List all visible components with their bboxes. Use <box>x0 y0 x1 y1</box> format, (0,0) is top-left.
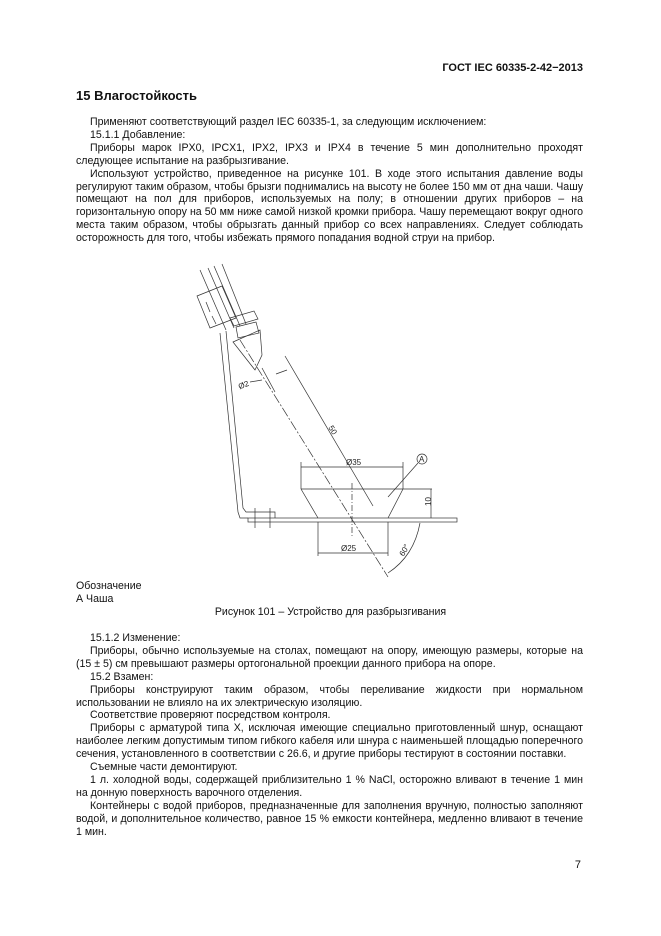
page-number: 7 <box>574 859 581 871</box>
dimensions <box>250 356 431 573</box>
paragraph: 1 л. холодной воды, содержащей приблизительно 1 % NaCl, осторожно вливают в течение 1 мин на донную поверхность варочного отделения. <box>76 773 583 799</box>
paragraph: Приборы с арматурой типа X, исключая имеющие специально приготовленный шнур, оснащают наиболее легким допустимым типом гибкого кабеля или шнура с наименьшей площадью поперечного сечения, установленного в соответствии с 26.6, и другие приборы тестируют в состоянии поставки. <box>76 722 583 761</box>
paragraph: 15.1.2 Изменение: <box>90 632 181 644</box>
bowl <box>301 483 432 556</box>
label-d25: Ø25 <box>341 544 357 553</box>
legend-title: Обозначение <box>76 580 142 592</box>
paragraph: Приборы марок IPX0, IPCX1, IPX2, IPX3 и IPX4 в течение 5 мин дополнительно проходят следующее испытание на разбрызгивание. <box>76 141 583 167</box>
nozzle-assembly <box>197 264 262 370</box>
paragraph: Контейнеры с водой приборов, предназначенные для заполнения вручную, полностью заполняют водой, и дополнительное количество, равное 15 % емкости контейнера, медленно вливают в течение 1 мин. <box>76 799 583 838</box>
paragraph: 15.2 Взамен: <box>90 670 154 683</box>
figure-caption: Рисунок 101 – Устройство для разбрызгивания <box>214 606 447 618</box>
paragraph: Соответствие проверяют посредством контроля. <box>90 709 331 722</box>
jet-axis <box>240 340 388 577</box>
label-50: 50 <box>326 423 339 437</box>
label-60deg: 60° <box>397 542 412 558</box>
legend-item: А Чаша <box>76 593 114 605</box>
paragraph: Используют устройство, приведенное на рисунке 101. В ходе этого испытания давление воды регулируют таким образом, чтобы брызги поднимались на высоту не более 150 мм от дна чаши. Чашу помещают на пол для приборов, используемых на полу; в отношении других приборов – на горизонтальную опору на 50 мм ниже самой низкой кромки прибора. Чашу перемещают вокруг одного места таким образом, чтобы обрызгать данный прибор со всех направлениях. Следует соблюдать осторожность для того, чтобы избежать прямого попадания водной струи на прибор. <box>76 167 583 245</box>
paragraph: Применяют соответствующий раздел IEC 60335-1, за следующим исключением: <box>90 116 487 128</box>
label-10: 10 <box>424 497 433 506</box>
paragraph: 15.1.1 Добавление: <box>90 128 186 141</box>
section-heading: 15 Влагостойкость <box>76 88 198 103</box>
label-a: A <box>419 455 425 464</box>
paragraph: Съемные части демонтируют. <box>90 761 238 774</box>
bottom-text <box>76 632 583 839</box>
document-header: ГОСТ IEC 60335-2-42−2013 <box>442 62 583 74</box>
paragraph: Приборы, обычно используемые на столах, помещают на опору, имеющую размеры, которые на (15 ± 5) см превышают размеры ортогональной проекции данного прибора на опоре. <box>76 644 583 670</box>
label-d2: Ø2 <box>237 378 251 392</box>
figure-legend <box>76 580 142 606</box>
label-d35: Ø35 <box>346 458 362 467</box>
paragraph: Приборы конструируют таким образом, чтобы переливание жидкости при нормальном использовании не влияло на их электрическую изоляцию. <box>76 683 583 709</box>
